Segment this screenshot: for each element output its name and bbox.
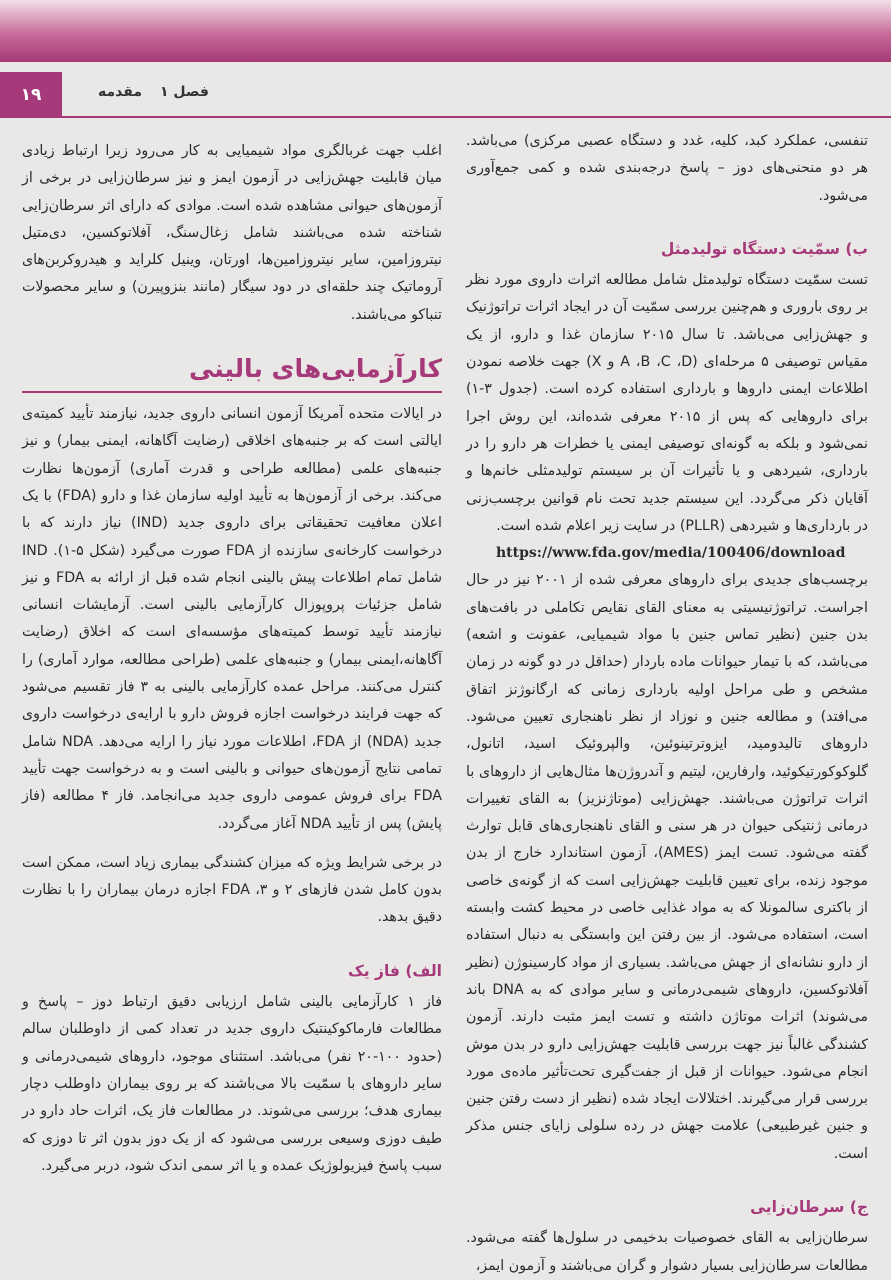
paragraph: برچسب‌های جدیدی برای داروهای معرفی شده از ۲۰۰۱ نیز در حال اجراست. تراتوژنیسیتی به معنای القای نقایص تکاملی در بافت‌های بدن جنین (نظیر تماس جنین با مواد شیمیایی، عفونت و اشعه) می‌باشد، که با تیمار حیوانات ماده باردار (حداقل در دو گونه در زمان مشخص و طی مراحل اولیه بارداری زمانی که ارگانوژنز اتفاق می‌افتد) و مطالعه جنین و نوزاد از نظر ناهنجاری تعیین می‌شود. داروهای تالیدومید، ایزوترتینوئین، والپروئیک اسید، اتانول، گلوکوکورتیکوئید، وارفارین، لیتیم و آندروژن‌ها مثال‌هایی از داروهای با اثرات تراتوژن می‌باشند. جهش‌زایی (موتاژنزیز) به القای تغییرات درمانی ژنتیکی حیوان در هر سنی و القای ناهنجاری‌های قابل توارث گفته می‌شود. تست ایمز (AMES)، آزمون استاندارد خارج از بدن موجود زنده، برای تعیین قابلیت جهش‌زایی است که از گونه‌ی خاصی از باکتری سالمونلا که به مواد غذایی خاصی در محیط کشت وابسته است، استفاده می‌شود. از بین رفتن این وابستگی به دنبال استفاده از دارو نشانه‌ای از جهش می‌باشد. بسیاری از مواد کارسینوژن (نظیر آفلاتوکسین، داروهای شیمی‌درمانی و سایر موادی که به DNA باند می‌شوند) اثرات موتاژن داشته و تست ایمز مثبت دارند. آزمون کشندگی غالباً نیز جهت بررسی قابلیت جهش‌زایی دارو در بدن موش انجام می‌شود. حیوانات از قبل از جفت‌گیری تحت‌تأثیر ماده‌ی مورد بررسی قرار می‌گیرند. اختلالات ایجاد شده (نظیر از دست رفتن جنین و جنین غیرطبیعی) علامت جهش در رده سلولی زایای جنس مذکر است. <box>466 572 868 1162</box>
section-label: مقدمه <box>98 84 142 100</box>
paragraph: اغلب جهت غربالگری مواد شیمیایی به کار می‌رود زیرا ارتباط زیادی میان قابلیت جهش‌زایی در آزمون ایمز و نیز سرطان‌زایی در برخی از آزمون‌های حیوانی مشاهده شده است. موادی که دارای اثر سرطان‌زایی شناخته شده می‌باشند شامل زغال‌سنگ، آفلاتوکسین، دی‌متیل نیتروزامین، سایر نیتروزامین‌ها، اورتان، وینیل کلراید و هیدروکربن‌های آروماتیک چند حلقه‌ای در دود سیگار (مانند بنزوپیرن) و سایر محصولات تنباکو می‌باشند. <box>22 143 442 323</box>
paragraph: فاز ۱ کارآزمایی بالینی شامل ارزیابی دقیق ارتباط دوز – پاسخ و مطالعات فارماکوکینتیک داروی جدید در تعداد کمی از داوطلبان سالم (حدود ۱۰۰-۲۰ نفر) می‌باشد. استثنای موجود، داروهای شیمی‌درمانی و سایر داروهای با سمّیت بالا می‌باشند که بر روی بیماران داوطلب دچار بیماری هدف؛ بررسی می‌شوند. در مطالعات فاز یک، اثرات حاد دارو در طیف دوزی وسیعی بررسی می‌شود که از یک دوز بدون اثر تا دوزی که سبب پاسخ فیزیولوژیک عمده و یا اثر سمی اندک شود، دربر می‌گیرد. <box>22 994 442 1174</box>
chapter-heading: کارآزمایی‌های بالینی <box>188 354 442 384</box>
section-heading: ب) سمّیت دستگاه تولیدمثل <box>660 239 868 258</box>
heading-rule <box>22 391 442 393</box>
header-rule <box>62 116 891 118</box>
page-number: ۱۹ <box>0 72 62 118</box>
paragraph: در ایالات متحده آمریکا آزمون انسانی داروی جدید، نیازمند تأیید کمیته‌ی ایالتی است که بر جنبه‌های اخلاقی (رضایت آگاهانه، ایمنی بیمار) و نیز جنبه‌های علمی (مطالعه طراحی و قدرت آماری) آزمون‌ها نظارت می‌کند. برخی از آزمون‌ها به تأیید اولیه سازمان غذا و دارو (FDA) با یک اعلان معافیت تحقیقاتی برای داروی جدید (IND) نیاز دارند که با درخواست کارخانه‌ی سازنده از FDA صورت می‌گیرد (شکل ۵-۱). IND شامل تمام اطلاعات پیش بالینی انجام شده قبل از ارائه به FDA و نیز شامل جزئیات پروپوزال کارآزمایی بالینی است. آزمایشات انسانی نیازمند تأیید توسط کمیته‌های مؤسسه‌ای است که اخلاق (رضایت آگاهانه،ایمنی بیمار) و جنبه‌های علمی (طراحی مطالعه، موارد آماری) را کنترل می‌کنند. مراحل عمده کارآزمایی بالینی به ۳ فاز تقسیم می‌شود که جهت فرایند درخواست اجازه فروش دارو با ارایه‌ی درخواست داروی جدید (NDA) از FDA، اطلاعات مورد نیاز را ارایه می‌دهد. NDA شامل تمامی نتایج آزمون‌های حیوانی و بالینی است و به درخواست جهت تأیید FDA برای فروش عمومی داروی جدید می‌انجامد. فاز ۴ مطالعه (فاز پایش) پس از تأیید NDA آغاز می‌گردد. <box>22 406 443 832</box>
page-header <box>0 72 891 118</box>
paragraph: تنفسی، عملکرد کبد، کلیه، غدد و دستگاه عصبی مرکزی) می‌باشد. هر دو منحنی‌های دوز – پاسخ درجه‌بندی شده و کمی جمع‌آوری می‌شود. <box>466 133 868 204</box>
url-link[interactable]: https://www.fda.gov/media/100406/download <box>496 545 846 562</box>
paragraph: تست سمّیت دستگاه تولیدمثل شامل مطالعه اثرات داروی مورد نظر بر روی باروری و هم‌چنین بررسی سمّیت آن در ایجاد اثرات تراتوژنیک و جهش‌زایی می‌باشد. تا سال ۲۰۱۵ سازمان غذا و دارو، از یک مقیاس توصیفی ۵ مرحله‌ای (A ،B ،C ،D و X) جهت خلاصه نمودن اطلاعات ایمنی داروها و بارداری استفاده کرده است. (جدول ۳-۱) برای داروهایی که پس از ۲۰۱۵ معرفی شده‌اند، این روش اجرا نمی‌شود و بلکه به گونه‌ای توصیفی ایمنی یا خطرات هر دارو را در بارداری، شیردهی و یا تأثیرات آن بر سیستم تولیدمثلی خانم‌ها و آقایان ذکر می‌گردد. این سیستم جدید تحت نام قوانین برچسب‌زنی در بارداری‌ها و شیردهی (PLLR) در سایت زیر اعلام شده است. <box>466 272 869 534</box>
section-heading: ج) سرطان‌زایی <box>750 1197 868 1216</box>
right-column <box>466 128 868 1280</box>
paragraph: در برخی شرایط ویژه که میزان کشندگی بیماری زیاد است، ممکن است بدون کامل شدن فازهای ۲ و ۳، FDA اجازه درمان بیماران را با نظارت دقیق بدهد. <box>22 854 443 926</box>
spacer <box>22 838 442 850</box>
running-title <box>80 84 209 100</box>
top-color-band <box>0 0 891 62</box>
paragraph: سرطان‌زایی به القای خصوصیات بدخیمی در سلول‌ها گفته می‌شود. مطالعات سرطان‌زایی بسیار دشوار و گران می‌باشند و آزمون ایمز، <box>466 1230 868 1274</box>
chapter-label: فصل ۱ <box>160 84 209 100</box>
left-column <box>22 138 442 1180</box>
section-heading: الف) فاز یک <box>347 961 442 980</box>
